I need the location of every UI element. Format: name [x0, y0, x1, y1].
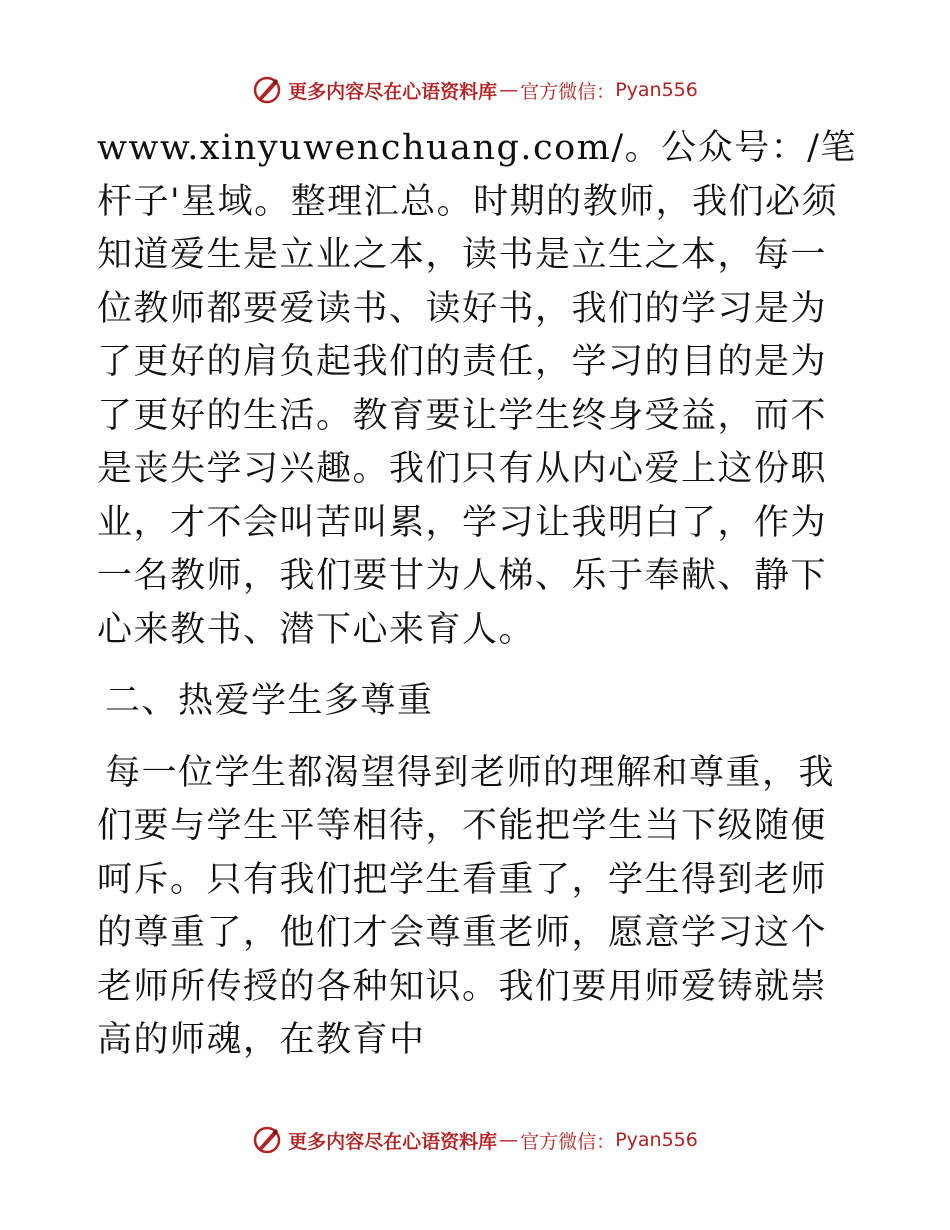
- banner-dash: —: [499, 1129, 519, 1151]
- paragraph-2: 每一位学生都渴望得到老师的理解和尊重，我们要与学生平等相待，不能把学生当下级随便呵斥。只有我们把学生看重了，学生得到老师的尊重了，他们才会尊重老师，愿意学习这个老师所传授的各种知识。我们要用师爱铸就崇高的师魂，在教育中: [97, 752, 836, 1060]
- banner-wechat-label: 官方微信：: [520, 1130, 616, 1153]
- banner-wechat-id: Pyan556: [615, 1129, 698, 1151]
- banner-dash: —: [499, 79, 519, 101]
- banner-text: 更多内容尽在心语资料库: [288, 80, 498, 103]
- banner-text: 更多内容尽在心语资料库: [288, 1130, 498, 1153]
- document-body: [97, 122, 857, 1068]
- banner-wechat-id: Pyan556: [615, 79, 698, 101]
- pen-logo-icon: [252, 75, 282, 105]
- section-heading: 二、热爱学生多尊重: [105, 681, 434, 721]
- footer-banner: [0, 1120, 950, 1160]
- banner-wechat-label: 官方微信：: [520, 80, 616, 103]
- paragraph-1: www.xinyuwenchuang.com/。公众号：/笔杆子'星域。整理汇总。时期的教师，我们必须知道爱生是立业之本，读书是立生之本，每一位教师都要爱读书、读好书，我们的学习是为了更好的肩负起我们的责任，学习的目的是为了更好的生活。教育要让学生终身受益，而不是丧失学习兴趣。我们只有从内心爱上这份职业，才不会叫苦叫累，学习让我明白了，作为一名教师，我们要甘为人梯、乐于奉献、静下心来教书、潜下心来育人。: [97, 128, 857, 650]
- pen-logo-icon: [252, 1125, 282, 1155]
- header-banner: [0, 70, 950, 110]
